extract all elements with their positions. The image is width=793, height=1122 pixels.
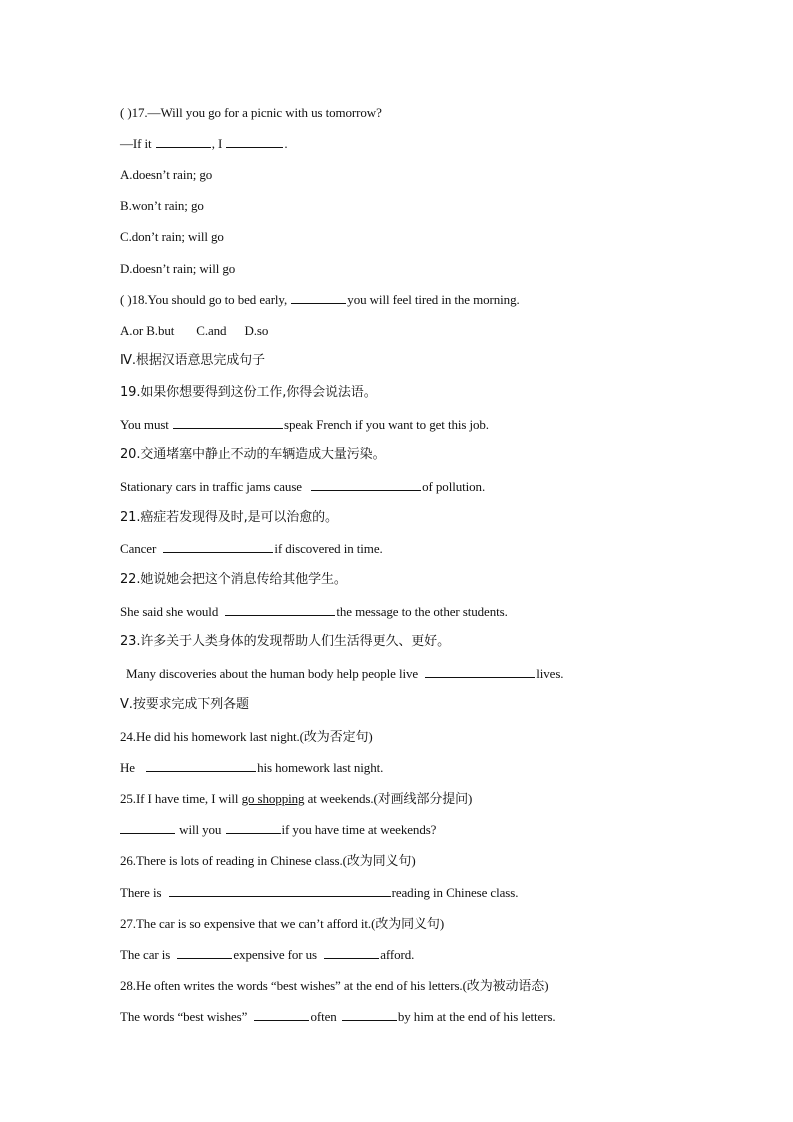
q25-text-a: will you bbox=[179, 822, 222, 837]
q17-answer-end: . bbox=[284, 136, 288, 151]
q20-text-a: Stationary cars in traffic jams cause bbox=[120, 479, 302, 494]
blank[interactable] bbox=[173, 416, 283, 429]
q27-stem-text: 27.The car is so expensive that we can’t afford it.(改为同义句) bbox=[120, 916, 445, 931]
q17-answer-text-a: —If it bbox=[120, 136, 152, 151]
q28-text-b: often bbox=[310, 1009, 337, 1024]
q24-stem-text: 24.He did his homework last night.(改为否定句) bbox=[120, 729, 373, 744]
q24-text-a: He bbox=[120, 760, 135, 775]
q21-chinese: 21.癌症若发现得及时,是可以治愈的。 bbox=[120, 510, 338, 525]
q21-text-a: Cancer bbox=[120, 541, 157, 556]
q27-text-a: The car is bbox=[120, 947, 171, 962]
q25-stem-text-b: at weekends.(对画线部分提问) bbox=[307, 791, 473, 806]
q18-stem-text-b: you will feel tired in the morning. bbox=[347, 292, 520, 307]
q24-text-b: his homework last night. bbox=[257, 760, 384, 775]
q21-english bbox=[120, 540, 383, 558]
q17-option-b: B.won’t rain; go bbox=[120, 198, 204, 213]
q17-answer-text-b: , I bbox=[211, 136, 223, 151]
blank[interactable] bbox=[163, 540, 273, 553]
blank[interactable] bbox=[324, 946, 379, 959]
q20-english bbox=[120, 478, 485, 496]
q23-chinese: 23.许多关于人类身体的发现帮助人们生活得更久、更好。 bbox=[120, 634, 450, 649]
blank[interactable] bbox=[425, 665, 535, 678]
q17-answer-line bbox=[120, 135, 288, 153]
q19-text-a: You must bbox=[120, 417, 169, 432]
blank[interactable] bbox=[177, 946, 232, 959]
q17-option-a: A.doesn’t rain; go bbox=[120, 167, 213, 182]
q18-options bbox=[120, 322, 268, 340]
q28-answer bbox=[120, 1008, 556, 1026]
q26-answer bbox=[120, 884, 518, 902]
q25-underlined-phrase: go shopping bbox=[241, 791, 305, 806]
blank[interactable] bbox=[169, 884, 391, 897]
q24-answer bbox=[120, 759, 383, 777]
q23-text-b: lives. bbox=[536, 666, 564, 681]
blank[interactable] bbox=[146, 759, 256, 772]
section-4-heading: Ⅳ.根据汉语意思完成句子 bbox=[120, 353, 265, 368]
q17-option-d: D.doesn’t rain; will go bbox=[120, 261, 236, 276]
q25-stem bbox=[120, 790, 472, 808]
section-5-heading: Ⅴ.按要求完成下列各题 bbox=[120, 697, 249, 712]
q18-stem bbox=[120, 291, 520, 309]
q21-text-b: if discovered in time. bbox=[274, 541, 383, 556]
q28-stem-text: 28.He often writes the words “best wishes” at the end of his letters.(改为被动语态) bbox=[120, 978, 549, 993]
q27-text-c: afford. bbox=[380, 947, 415, 962]
q27-text-b: expensive for us bbox=[233, 947, 318, 962]
q19-text-b: speak French if you want to get this job. bbox=[283, 417, 489, 432]
q17-option-c: C.don’t rain; will go bbox=[120, 229, 224, 244]
q28-text-c: by him at the end of his letters. bbox=[397, 1009, 556, 1024]
blank[interactable] bbox=[342, 1008, 397, 1021]
q18-option-ab: A.or B.but bbox=[120, 323, 175, 338]
q22-text-a: She said she would bbox=[120, 604, 219, 619]
q20-text-b: of pollution. bbox=[422, 479, 486, 494]
blank[interactable] bbox=[120, 821, 175, 834]
q22-text-b: the message to the other students. bbox=[336, 604, 508, 619]
q25-stem-text-a: 25.If I have time, I will bbox=[120, 791, 239, 806]
blank[interactable] bbox=[225, 603, 335, 616]
q18-option-c: C.and bbox=[196, 323, 227, 338]
blank[interactable] bbox=[226, 135, 283, 148]
q26-text-a: There is bbox=[120, 885, 162, 900]
q20-chinese: 20.交通堵塞中静止不动的车辆造成大量污染。 bbox=[120, 447, 386, 462]
q23-english bbox=[126, 665, 563, 683]
q22-chinese: 22.她说她会把这个消息传给其他学生。 bbox=[120, 572, 347, 587]
q26-text-b: reading in Chinese class. bbox=[391, 885, 519, 900]
blank[interactable] bbox=[254, 1008, 309, 1021]
q27-stem bbox=[120, 915, 444, 933]
blank[interactable] bbox=[291, 291, 346, 304]
q22-english bbox=[120, 603, 508, 621]
q28-stem bbox=[120, 977, 548, 995]
q25-text-b: if you have time at weekends? bbox=[281, 822, 437, 837]
blank[interactable] bbox=[156, 135, 211, 148]
q26-stem-text: 26.There is lots of reading in Chinese class.(改为同义句) bbox=[120, 853, 416, 868]
q19-chinese: 19.如果你想要得到这份工作,你得会说法语。 bbox=[120, 385, 377, 400]
blank[interactable] bbox=[311, 478, 421, 491]
q17-stem-text: ( )17.—Will you go for a picnic with us tomorrow? bbox=[120, 105, 382, 120]
blank[interactable] bbox=[226, 821, 281, 834]
q17-stem bbox=[120, 104, 382, 122]
q28-text-a: The words “best wishes” bbox=[120, 1009, 248, 1024]
q25-answer bbox=[120, 821, 436, 839]
q19-english bbox=[120, 416, 489, 434]
q18-stem-text-a: ( )18.You should go to bed early, bbox=[120, 292, 288, 307]
q26-stem bbox=[120, 852, 416, 870]
q27-answer bbox=[120, 946, 414, 964]
q23-text-a: Many discoveries about the human body help people live bbox=[126, 666, 419, 681]
q18-option-d: D.so bbox=[244, 323, 269, 338]
q24-stem bbox=[120, 728, 373, 746]
